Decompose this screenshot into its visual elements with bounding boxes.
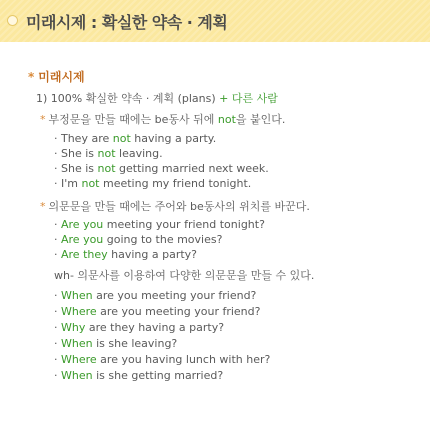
page-title: 미래시제 : 확실한 약속 · 계획 [26,13,228,32]
wh-example: · When is she getting married? [54,369,224,382]
neg-example: · She is not getting married next week. [54,162,269,175]
rule-text: 을 붙인다. [235,113,286,126]
rule-text: 의문문을 만들 때에는 주어와 be동사의 위치를 바꾼다. [48,200,310,213]
section-title-text: 미래시제 [38,70,85,84]
wh-example: · When are you meeting your friend? [54,289,257,302]
bullet-dot-icon [7,15,18,26]
rule-text: 부정문을 만들 때에는 be동사 뒤에 [48,113,218,126]
rule-keyword: not [217,113,236,126]
rule-question [40,200,310,214]
wh-example: · Why are they having a party? [54,321,225,334]
rule-text: wh- 의문사를 이용하여 다양한 의문문을 만들 수 있다. [54,269,315,282]
star-icon: * [40,113,46,126]
intro-line [36,92,278,106]
wh-example: · Where are you meeting your friend? [54,305,261,318]
star-icon: * [40,200,46,213]
header-bar [0,0,430,42]
question-example: · Are you meeting your friend tonight? [54,218,265,231]
section-title [28,68,85,85]
neg-example: · I'm not meeting my friend tonight. [54,177,252,190]
intro-highlight: + 다른 사람 [219,92,278,105]
neg-example: · They are not having a party. [54,132,217,145]
wh-example: · Where are you having lunch with her? [54,353,271,366]
question-example: · Are you going to the movies? [54,233,223,246]
rule-wh [54,269,314,283]
intro-text: 1) 100% 확실한 약속 · 계획 (plans) [36,92,220,105]
question-example: · Are they having a party? [54,248,198,261]
wh-example: · When is she leaving? [54,337,178,350]
star-icon: * [28,70,35,84]
rule-negative [40,113,285,127]
neg-example: · She is not leaving. [54,147,163,160]
